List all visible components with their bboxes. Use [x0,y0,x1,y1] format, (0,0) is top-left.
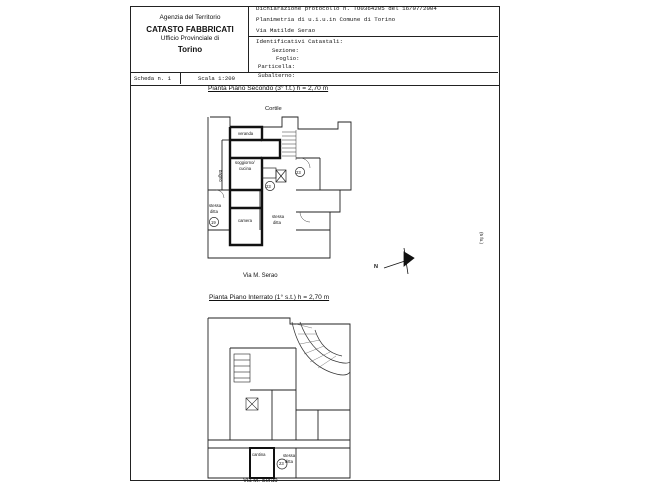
ident-title: Identificativi Catastali: [256,38,343,45]
bottom-stessa: stessa [283,453,296,458]
agency-line4: Torino [177,45,203,54]
bottom-cantina: cantina [252,452,266,457]
side-label: (5 fo.) [479,232,484,244]
street-line: Via Matilde Serao [256,27,316,34]
compass-label: N [374,264,378,270]
top-plan-title: Pianta Piano Secondo (3° f.t.) h = 2,70 m [208,85,329,92]
ident-foglio: Foglio: [276,55,300,62]
top-camera: camera [238,218,252,223]
bottom-num-23: 23 [279,461,284,466]
agency-line2: CATASTO FABBRICATI [146,25,234,34]
top-num-23b: 23 [296,170,301,175]
top-cucina: cucina [239,166,252,171]
top-soggiorno: soggiorno/ [235,160,255,165]
top-stessa-right-2: ditta [273,220,281,225]
top-stessa-left-1: stessa [209,203,222,208]
top-num-19: 19 [211,220,216,225]
bottom-street: Via M. Serao [243,478,278,484]
top-plan-cortile: Cortile [265,106,282,112]
top-street: Via M. Serao [243,273,278,279]
ident-subalterno: Subalterno: [258,72,295,79]
top-stessa-left-2: ditta [210,209,218,214]
protocol-line: Dichiarazione protocollo n. TO0364205 del 16/07/2004 [256,5,437,12]
ident-sezione: Sezione: [272,47,299,54]
agency-line1: Agenzia del Territorio [159,14,221,21]
bottom-ditta: ditta [285,459,293,464]
top-num-23: 23 [266,184,271,189]
ident-particella: Particella: [258,63,295,70]
top-stessa-right-1: stessa [272,214,285,219]
agency-line3: Ufficio Provinciale di [160,35,220,42]
plan-line: Planimetria di u.i.u.in Comune di Torino [256,16,396,23]
scala-label: Scala 1:200 [198,75,235,82]
top-veranda: veranda [238,131,254,136]
scheda-label: Scheda n. 1 [134,75,171,82]
top-bagno: bagno [218,170,223,182]
bottom-plan-title: Pianta Piano Interrato (1° s.t.) h = 2,70 m [209,294,330,301]
